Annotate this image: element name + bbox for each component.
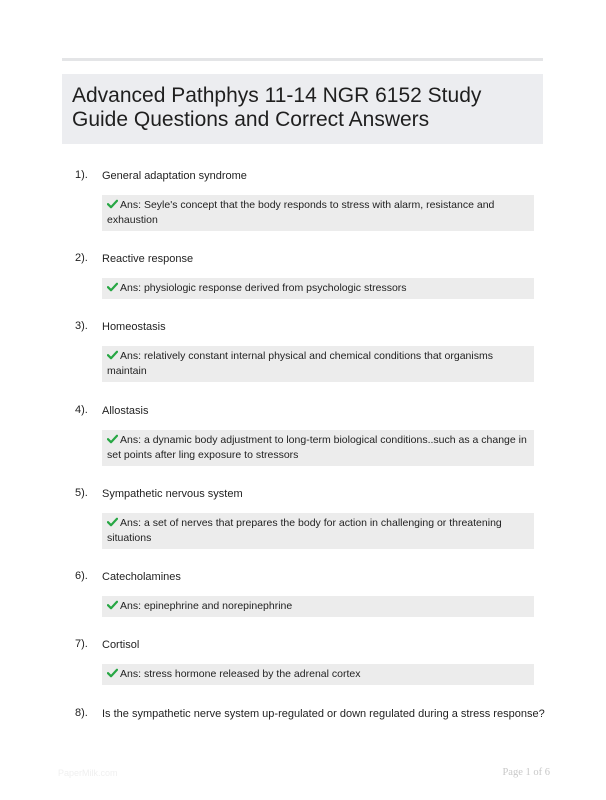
answer-prefix: Ans: bbox=[120, 600, 142, 612]
top-divider bbox=[62, 58, 543, 61]
page-number: Page 1 of 6 bbox=[502, 767, 550, 778]
answer-box bbox=[102, 346, 534, 382]
question-text: Reactive response bbox=[102, 253, 194, 265]
checkmark-icon bbox=[107, 517, 118, 527]
answer-prefix: Ans: bbox=[120, 668, 142, 680]
answer-prefix: Ans: bbox=[120, 199, 142, 211]
footer-watermark: PaperMilk.com bbox=[58, 768, 118, 778]
question-number: 2). bbox=[75, 252, 88, 264]
answer-box bbox=[102, 278, 534, 299]
checkmark-icon bbox=[107, 199, 118, 209]
question-text: Is the sympathetic nerve system up-regulated or down regulated during a stress response? bbox=[102, 708, 545, 720]
question-number: 7). bbox=[75, 638, 88, 650]
question-text: Homeostasis bbox=[102, 321, 166, 333]
question-text: Sympathetic nervous system bbox=[102, 488, 243, 500]
answer-text: relatively constant internal physical and chemical conditions that organisms maintain bbox=[107, 350, 493, 377]
question-number: 8). bbox=[75, 707, 88, 719]
answer-text: Seyle's concept that the body responds to stress with alarm, resistance and exhaustion bbox=[107, 199, 495, 226]
question-number: 6). bbox=[75, 570, 88, 582]
answer-box bbox=[102, 430, 534, 466]
answer-text: a dynamic body adjustment to long-term biological conditions..such as a change in set points after ling exposure to stressors bbox=[107, 434, 527, 461]
answer-text: a set of nerves that prepares the body for action in challenging or threatening situations bbox=[107, 517, 502, 544]
document-title: Advanced Pathphys 11-14 NGR 6152 Study Guide Questions and Correct Answers bbox=[72, 84, 482, 131]
answer-prefix: Ans: bbox=[120, 434, 142, 446]
question-text: General adaptation syndrome bbox=[102, 170, 247, 182]
question-number: 4). bbox=[75, 404, 88, 416]
checkmark-icon bbox=[107, 434, 118, 444]
question-text: Catecholamines bbox=[102, 571, 181, 583]
answer-box bbox=[102, 195, 534, 231]
answer-prefix: Ans: bbox=[120, 517, 142, 529]
question-number: 3). bbox=[75, 320, 88, 332]
question-text: Allostasis bbox=[102, 405, 149, 417]
checkmark-icon bbox=[107, 282, 118, 292]
answer-box bbox=[102, 513, 534, 549]
checkmark-icon bbox=[107, 668, 118, 678]
answer-box bbox=[102, 596, 534, 617]
question-number: 1). bbox=[75, 169, 88, 181]
answer-text: epinephrine and norepinephrine bbox=[143, 600, 293, 612]
answer-box bbox=[102, 664, 534, 685]
title-banner bbox=[62, 74, 543, 144]
checkmark-icon bbox=[107, 350, 118, 360]
answer-text: stress hormone released by the adrenal cortex bbox=[143, 668, 361, 680]
question-number: 5). bbox=[75, 487, 88, 499]
answer-prefix: Ans: bbox=[120, 282, 142, 294]
answer-text: physiologic response derived from psychologic stressors bbox=[143, 282, 407, 294]
answer-prefix: Ans: bbox=[120, 350, 142, 362]
checkmark-icon bbox=[107, 600, 118, 610]
question-text: Cortisol bbox=[102, 639, 140, 651]
